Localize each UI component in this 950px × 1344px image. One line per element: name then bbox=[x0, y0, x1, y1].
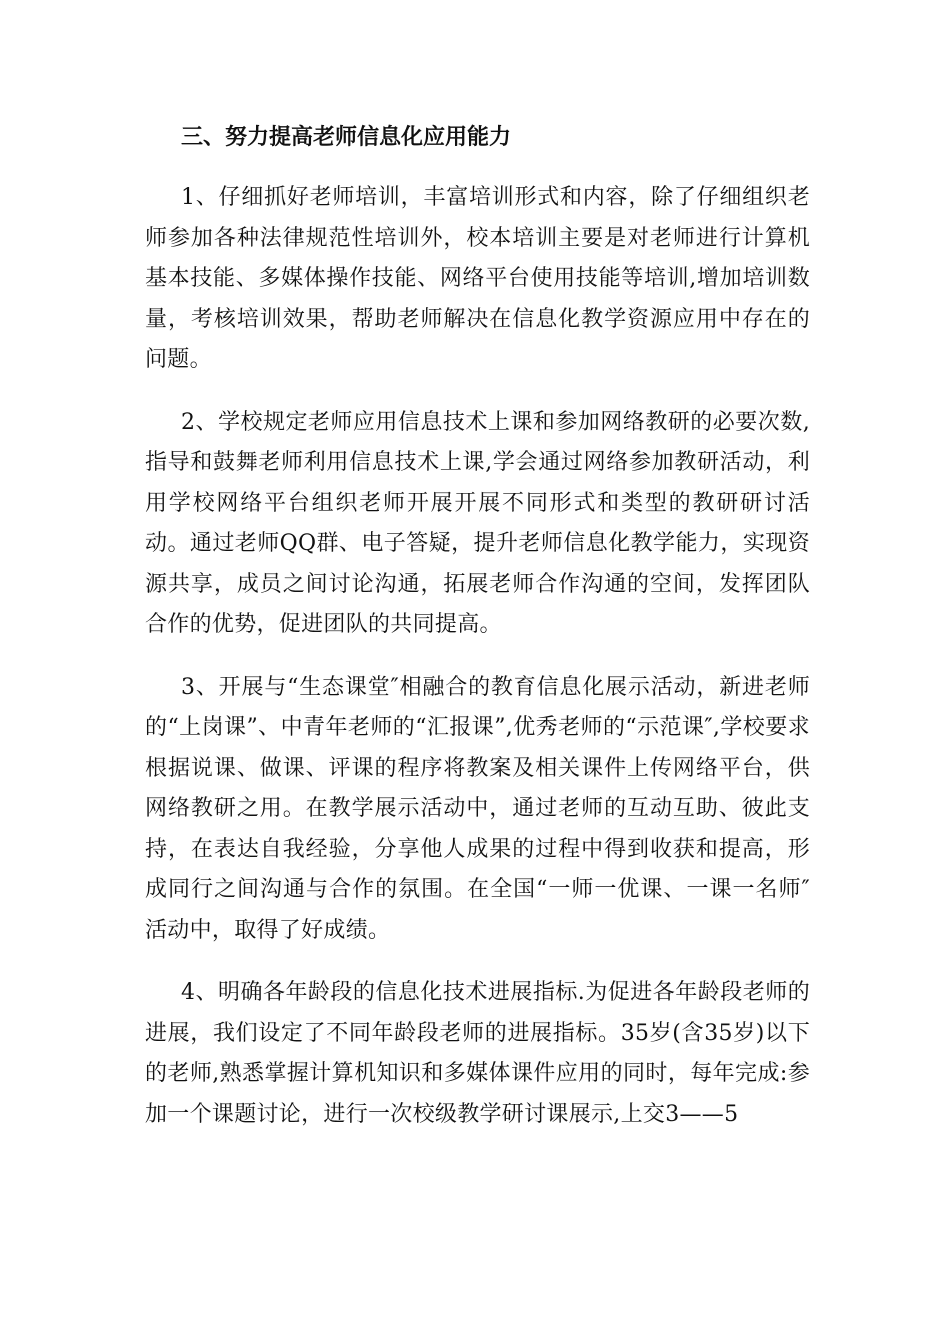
paragraph-2: 2、学校规定老师应用信息技术上课和参加网络教研的必要次数,指导和鼓舞老师利用信息技术上课,学会通过网络参加教研活动，利用学校网络平台组织老师开展开展不同形式和类型的教研研讨活动。通过老师QQ群、电子答疑，提升老师信息化教学能力，实现资源共享，成员之间讨论沟通，拓展老师合作沟通的空间，发挥团队合作的优势，促进团队的共同提高。 bbox=[145, 409, 810, 637]
paragraph-1: 1、仔细抓好老师培训，丰富培训形式和内容，除了仔细组织老师参加各种法律规范性培训外，校本培训主要是对老师进行计算机基本技能、多媒体操作技能、网络平台使用技能等培训,增加培训数量，考核培训效果，帮助老师解决在信息化教学资源应用中存在的问题。 bbox=[145, 185, 810, 372]
section-heading: 三、努力提高老师信息化应用能力 bbox=[181, 125, 512, 150]
paragraph-4: 4、明确各年龄段的信息化技术进展指标.为促进各年龄段老师的进展，我们设定了不同年龄段老师的进展指标。35岁(含35岁)以下的老师,熟悉掌握计算机知识和多媒体课件应用的同时，每年完成:参加一个课题讨论，进行一次校级教学研讨课展示,上交3——5 bbox=[145, 980, 810, 1127]
document-body bbox=[145, 118, 810, 1157]
paragraph-3: 3、开展与“生态课堂″相融合的教育信息化展示活动，新进老师的“上岗课”、中青年老师的“汇报课”,优秀老师的“示范课″,学校要求根据说课、做课、评课的程序将教案及相关课件上传网络平台，供网络教研之用。在教学展示活动中，通过老师的互动互助、彼此支持，在表达自我经验，分享他人成果的过程中得到收获和提高，形成同行之间沟通与合作的氛围。在全国“一师一优课、一课一名师″活动中，取得了好成绩。 bbox=[145, 674, 810, 943]
